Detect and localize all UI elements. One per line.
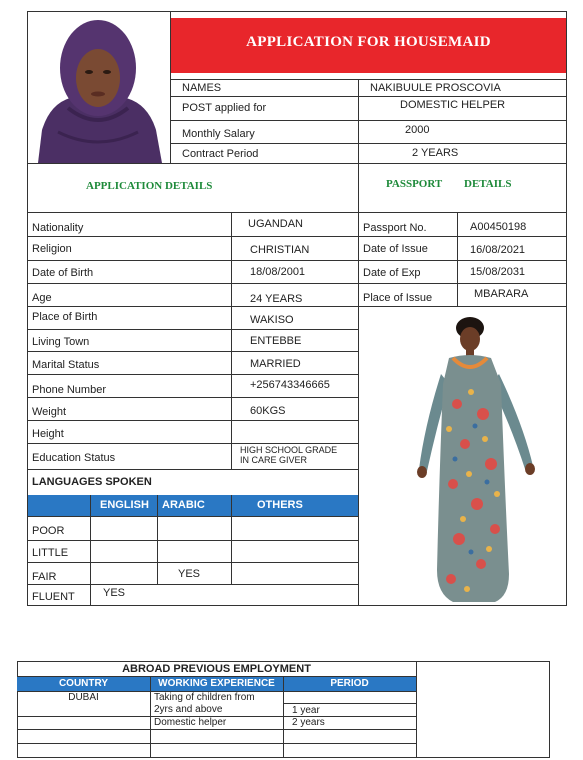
emp-col-period: PERIOD (330, 678, 369, 689)
label-date-of-issue: Date of Issue (363, 243, 428, 255)
value-passport-no: A00450198 (470, 221, 527, 233)
lang-col-others: OTHERS (257, 499, 303, 511)
lang-level-poor: POOR (32, 525, 65, 537)
summary-value-salary: 2000 (405, 124, 430, 136)
emp-col-country: COUNTRY (58, 678, 109, 689)
label-marital-status: Marital Status (32, 359, 100, 371)
emp-row1-period: 1 year (292, 705, 320, 716)
passport-heading-right: DETAILS (464, 178, 512, 190)
emp-row1-experience-line1: Taking of children from (154, 692, 255, 703)
value-date-of-exp: 15/08/2031 (470, 266, 526, 278)
lang-level-fair: FAIR (32, 571, 57, 583)
label-date-of-birth: Date of Birth (32, 267, 94, 279)
emp-row2-experience: Domestic helper (154, 717, 227, 728)
summary-value-names: NAKIBUULE PROSCOVIA (370, 82, 501, 94)
label-date-of-exp: Date of Exp (363, 267, 421, 279)
emp-row1-country: DUBAI (68, 692, 99, 703)
lang-fluent-english: YES (103, 587, 126, 599)
employment-heading: ABROAD PREVIOUS EMPLOYMENT (122, 663, 311, 675)
label-height: Height (32, 428, 64, 440)
lang-col-english: ENGLISH (100, 499, 149, 511)
value-marital-status: MARRIED (250, 358, 301, 370)
label-phone-number: Phone Number (32, 384, 106, 396)
value-age: 24 YEARS (250, 293, 303, 305)
emp-col-experience: WORKING EXPERIENCE (158, 678, 275, 689)
applicant-full-body-photo (405, 314, 545, 604)
lang-level-fluent: FLUENT (32, 591, 75, 603)
summary-label-post: POST applied for (182, 102, 267, 114)
lang-col-arabic: ARABIC (162, 499, 205, 511)
languages-heading: LANGUAGES SPOKEN (32, 476, 152, 488)
label-weight: Weight (32, 406, 67, 418)
emp-row2-period: 2 years (292, 717, 325, 728)
label-age: Age (32, 292, 52, 304)
lang-fair-arabic: YES (178, 568, 201, 580)
emp-row1-experience-line2: 2yrs and above (154, 704, 223, 715)
page-title: APPLICATION FOR HOUSEMAID (246, 34, 491, 50)
value-nationality: UGANDAN (248, 218, 304, 230)
value-date-of-birth: 18/08/2001 (250, 266, 306, 278)
label-religion: Religion (32, 243, 72, 255)
summary-label-contract: Contract Period (182, 148, 259, 160)
summary-value-post: DOMESTIC HELPER (400, 99, 506, 111)
value-living-town: ENTEBBE (250, 335, 302, 347)
summary-label-names: NAMES (182, 82, 222, 94)
value-religion: CHRISTIAN (250, 244, 310, 256)
value-place-of-birth: WAKISO (250, 314, 294, 326)
label-place-of-issue: Place of Issue (363, 292, 433, 304)
value-date-of-issue: 16/08/2021 (470, 244, 526, 256)
label-living-town: Living Town (32, 336, 90, 348)
value-education-line2: IN CARE GIVER (240, 455, 308, 465)
value-place-of-issue: MBARARA (474, 288, 529, 300)
summary-value-contract: 2 YEARS (412, 147, 459, 159)
value-weight: 60KGS (250, 405, 286, 417)
label-passport-no: Passport No. (363, 222, 427, 234)
summary-label-salary: Monthly Salary (182, 128, 255, 140)
label-place-of-birth: Place of Birth (32, 311, 98, 323)
value-education-line1: HIGH SCHOOL GRADE (240, 445, 338, 455)
lang-level-little: LITTLE (32, 547, 69, 559)
label-education-status: Education Status (32, 452, 116, 464)
value-phone-number: +256743346665 (250, 379, 330, 391)
application-details-heading: APPLICATION DETAILS (86, 180, 213, 192)
label-nationality: Nationality (32, 222, 84, 234)
passport-heading-left: PASSPORT (386, 178, 443, 190)
applicant-portrait-photo (28, 12, 168, 163)
